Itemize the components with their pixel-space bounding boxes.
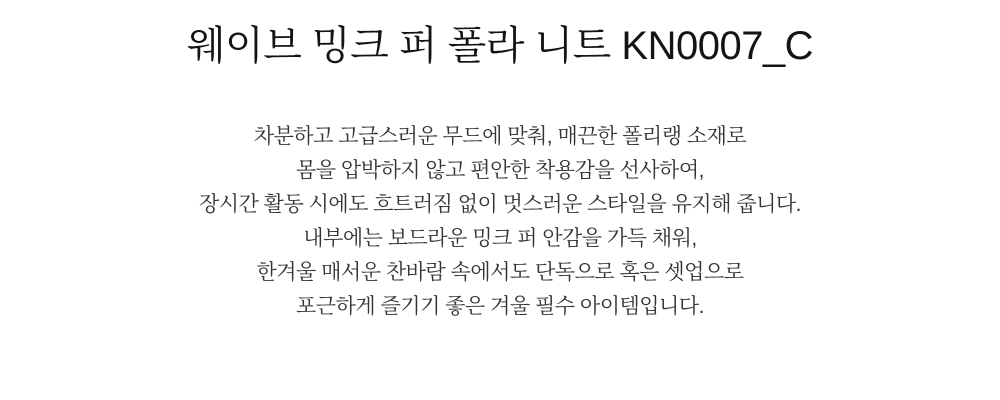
product-description [0,120,1000,324]
description-line-3: 장시간 활동 시에도 흐트러짐 없이 멋스러운 스타일을 유지해 줍니다. [198,193,802,216]
description-line-2: 몸을 압박하지 않고 편안한 착용감을 선사하여, [296,159,704,182]
product-title: 웨이브 밍크 퍼 폴라 니트 KN0007_C [186,24,814,68]
description-line-4: 내부에는 보드라운 밍크 퍼 안감을 가득 채워, [303,227,697,250]
description-line-5: 한겨울 매서운 찬바람 속에서도 단독으로 혹은 셋업으로 [256,261,744,284]
description-line-1: 차분하고 고급스러운 무드에 맞춰, 매끈한 폴리랭 소재로 [253,125,747,148]
description-line-6: 포근하게 즐기기 좋은 겨울 필수 아이템입니다. [296,295,704,318]
